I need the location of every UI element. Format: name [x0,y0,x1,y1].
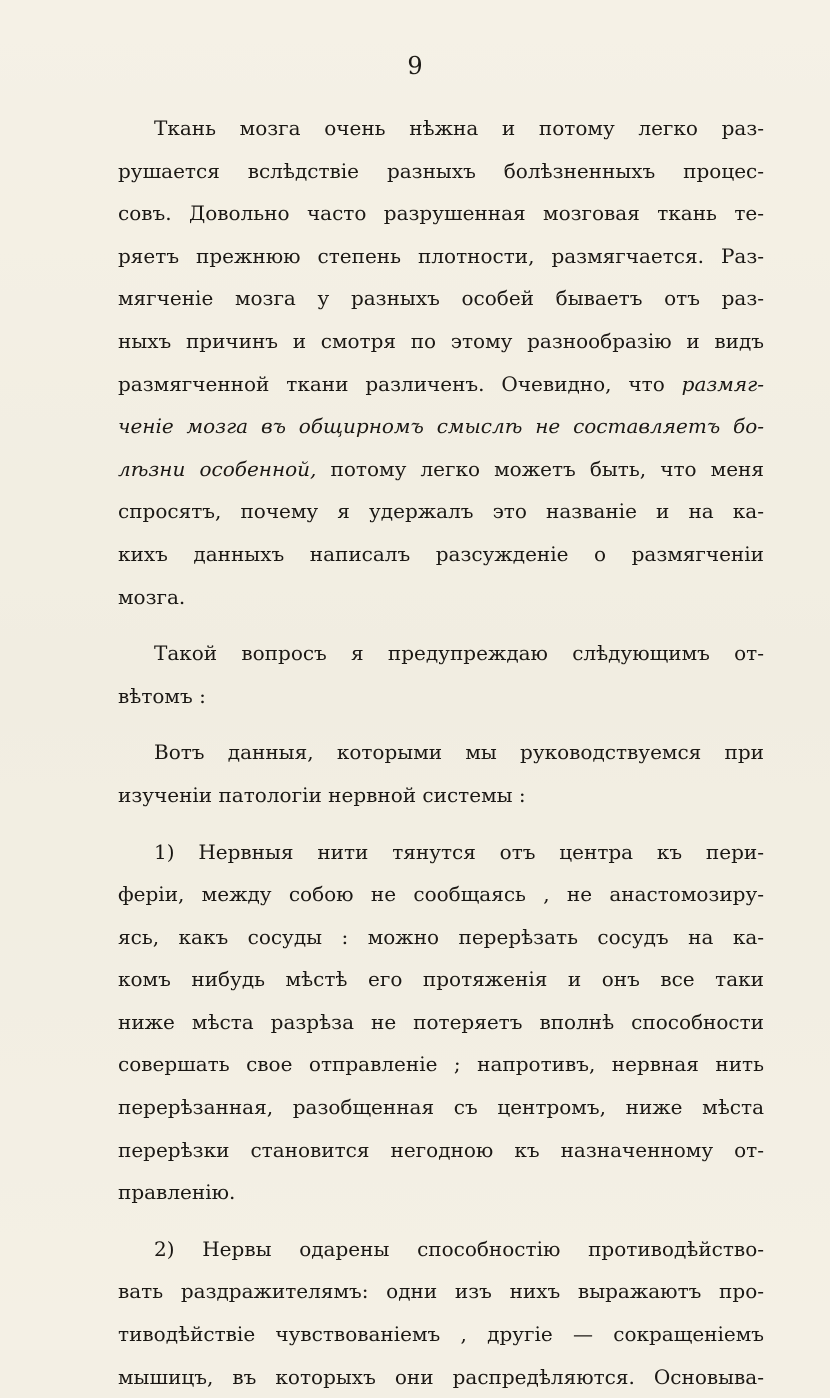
text-line: ниже мѣста разрѣза не потеряетъ вполнѣ способности [118,1009,764,1034]
text-line: кихъ данныхъ написалъ разсужденіе о размягченіи [118,541,764,566]
text-line: совъ. Довольно часто разрушенная мозговая ткань те- [118,201,764,226]
text-line: тиводѣйствіе чувствованіемъ , другіе — сокращеніемъ [118,1322,764,1347]
italic-line: ченіе мозга въ общирномъ смыслѣ не составляетъ бо- [118,414,764,439]
paragraph-5 [118,1228,764,1398]
italic-segment: размяг- [681,371,764,396]
text-segment: размягченной ткани различенъ. Очевидно, что [118,371,682,396]
text-line: Вотъ данныя, которыми мы руководствуемся при [154,740,764,765]
page-body [118,107,764,1398]
text-line: Ткань мозга очень нѣжна и потому легко раз- [154,116,764,140]
text-line: рушается вслѣдствіе разныхъ болѣзненныхъ процес- [118,158,764,183]
text-line: мягченіе мозга у разныхъ особей бываетъ отъ раз- [118,286,764,311]
paragraph-2 [118,632,764,717]
italic-segment: лѣзни особенной, [118,456,317,481]
text-line: совершать свое отправленіе ; напротивъ, нервная нить [118,1052,764,1077]
text-line: комъ нибудь мѣстѣ его протяженія и онъ все таки [118,967,764,992]
text-line: феріи, между собою не сообщаясь , не анастомозиру- [118,882,764,907]
text-line: вать раздражителямъ: одни изъ нихъ выражаютъ про- [118,1279,764,1304]
text-line [118,363,764,406]
text-line: перерѣзанная, разобщенная съ центромъ, ниже мѣста [118,1095,764,1120]
text-line: правленію. [118,1180,236,1205]
text-line: 2) Нервы одарены способностію противодѣйство- [154,1236,764,1261]
text-segment: потому легко можетъ быть, что меня [316,456,764,481]
paragraph-1 [118,107,764,618]
page-number: 9 [407,52,423,80]
text-line: ныхъ причинъ и смотря по этому разнообразію и видъ [118,328,764,353]
text-line: перерѣзки становится негодною къ назначенному от- [118,1137,764,1162]
text-line: спросятъ, почему я удержалъ это названіе и на ка- [118,499,764,524]
text-line: ряетъ прежнюю степень плотности, размягчается. Раз- [118,243,764,268]
paragraph-4 [118,831,764,1214]
text-line: 1) Нервныя нити тянутся отъ центра къ пери- [154,839,764,864]
text-line: мозга. [118,584,186,609]
text-line: ясь, какъ сосуды : можно перерѣзать сосудъ на ка- [118,924,764,949]
text-line: Такой вопросъ я предупреждаю слѣдующимъ от- [154,641,764,666]
text-line: мышицъ, въ которыхъ они распредѣляются. Основыва- [118,1364,764,1389]
text-line: изученіи патологіи нервной системы : [118,782,526,807]
text-line [118,448,764,491]
paragraph-3 [118,731,764,816]
text-line: вѣтомъ : [118,683,206,708]
